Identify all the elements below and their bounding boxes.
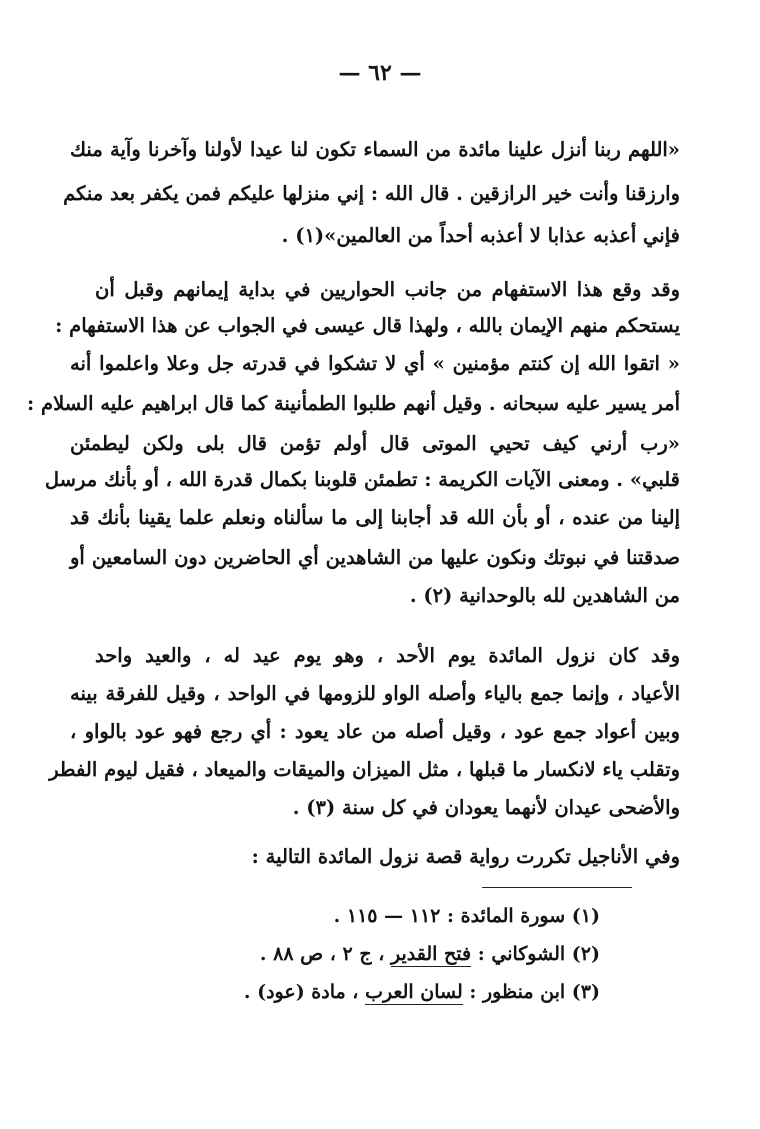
paragraph-2-line-1: وقد وقع هذا الاستفهام من جانب الحواريين في بداية إيمانهم وقبل أن bbox=[95, 278, 680, 301]
footnote-3-book-title: لسان العرب bbox=[365, 981, 463, 1003]
paragraph-1-line-2: وارزقنا وأنت خير الرازقين . قال الله : إني منزلها عليكم فمن يكفر بعد منكم bbox=[63, 182, 680, 205]
paragraph-4-line-1: وفي الأناجيل تكررت رواية قصة نزول المائدة التالية : bbox=[251, 845, 680, 868]
paragraph-3-line-2: الأعياد ، وإنما جمع بالياء وأصله الواو للزومها في الواحد ، وقيل للفرقة بينه bbox=[70, 682, 680, 705]
footnote-3-marker: (٣) bbox=[571, 981, 600, 1003]
footnote-3 bbox=[244, 981, 600, 1003]
paragraph-2-line-9: من الشاهدين لله بالوحدانية (٢) . bbox=[409, 584, 680, 607]
paragraph-2-line-7: إلينا من عنده ، أو بأن الله قد أجابنا إلى ما سألناه ونعلم علما يقينا بأنك قد bbox=[70, 506, 680, 529]
paragraph-2-line-5: «رب أرني كيف تحيي الموتى قال أولم تؤمن قال بلى ولكن ليطمئن bbox=[70, 432, 680, 455]
footnote-2-text-before: الشوكاني : bbox=[471, 943, 566, 965]
footnote-2-book-title: فتح القدير bbox=[390, 943, 472, 965]
paragraph-3-line-1: وقد كان نزول المائدة يوم الأحد ، وهو يوم عيد له ، والعيد واحد bbox=[95, 644, 680, 667]
paragraph-1-line-1: «اللهم ربنا أنزل علينا مائدة من السماء تكون لنا عيدا لأولنا وآخرنا وآية منك bbox=[70, 138, 680, 161]
paragraph-2-line-8: صدقتنا في نبوتك ونكون عليها من الشاهدين أي الحاضرين دون السامعين أو bbox=[70, 546, 680, 569]
footnote-1-text: سورة المائدة : ١١٢ — ١١٥ . bbox=[333, 905, 566, 927]
paragraph-1-line-3: فإني أعذبه عذابا لا أعذبه أحداً من العالمين»(١) . bbox=[281, 224, 680, 247]
footnote-1 bbox=[334, 905, 600, 927]
paragraph-3-line-3: وبين أعواد جمع عود ، وقيل أصله من عاد يعود : أي رجع فهو عود بالواو ، bbox=[70, 720, 680, 743]
footnote-3-text-after: ، مادة (عود) . bbox=[243, 981, 366, 1003]
paragraph-2-line-6: قلبي» . ومعنى الآيات الكريمة : تطمئن قلوبنا بكمال قدرة الله ، أو بأنك مرسل bbox=[44, 468, 680, 491]
paragraph-2-line-2: يستحكم منهم الإيمان بالله ، ولهذا قال عيسى في الجواب عن هذا الاستفهام : bbox=[55, 314, 680, 337]
page-number: — ٦٢ — bbox=[338, 60, 422, 86]
footnote-2 bbox=[260, 943, 600, 965]
paragraph-3-line-5: والأضحى عيدان لأنهما يعودان في كل سنة (٣) . bbox=[292, 796, 680, 819]
paragraph-2-line-3: « اتقوا الله إن كنتم مؤمنين » أي لا تشكوا في قدرته جل وعلا واعلموا أنه bbox=[70, 352, 680, 375]
footnote-1-marker: (١) bbox=[571, 905, 600, 927]
footnote-2-text-after: ، ج ٢ ، ص ٨٨ . bbox=[259, 943, 391, 965]
paragraph-3-line-4: وتقلب ياء لانكسار ما قبلها ، مثل الميزان والميقات والميعاد ، فقيل ليوم الفطر bbox=[49, 758, 680, 781]
footnote-3-text-before: ابن منظور : bbox=[462, 981, 566, 1003]
paragraph-2-line-4: أمر يسير عليه سبحانه . وقيل أنهم طلبوا الطمأنينة كما قال ابراهيم عليه السلام : bbox=[27, 392, 680, 415]
footnote-separator bbox=[482, 887, 632, 888]
footnote-2-marker: (٢) bbox=[571, 943, 600, 965]
